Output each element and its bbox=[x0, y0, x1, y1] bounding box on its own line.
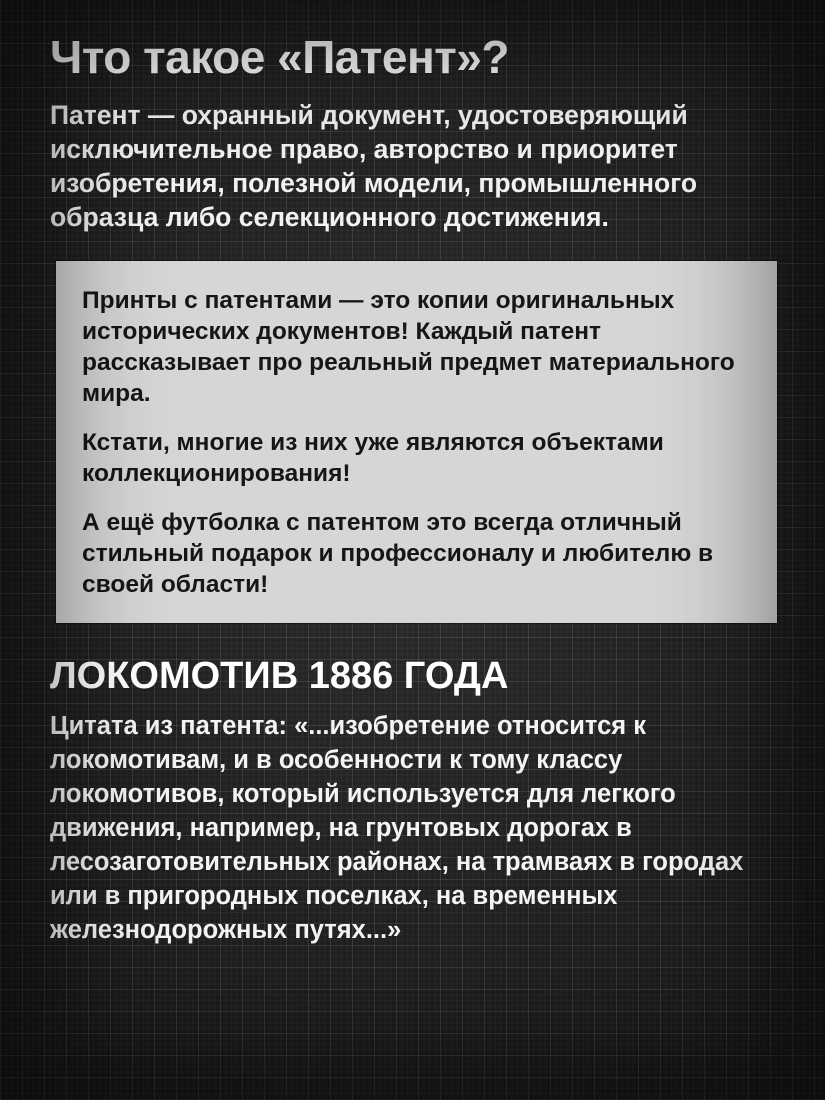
callout-paragraph-3: А ещё футболка с патентом это всегда отличный стильный подарок и профессионалу и любителю в своей области! bbox=[82, 509, 714, 599]
callout-paragraph-1: Принты с патентами — это копии оригинальных исторических документов! Каждый патент рассказывает про реальный предмет материального мира. bbox=[82, 286, 735, 407]
callout-paragraph-2: Кстати, многие из них уже являются объектами коллекционирования! bbox=[82, 428, 664, 488]
callout-box bbox=[56, 261, 777, 623]
patent-quote: Цитата из патента: «...изобретение относится к локомотивам, и в особенности к тому классу локомотивов, который используется для легкого движения, например, на грунтовых дорогах в лесозаготовительных районах, на трамваях в городах или в пригородных поселках, на временных железнодорожных путях...» bbox=[50, 712, 744, 944]
section-title: ЛОКОМОТИВ 1886 ГОДА bbox=[50, 654, 509, 697]
page-title: Что такое «Патент»? bbox=[50, 31, 509, 83]
intro-paragraph: Патент — охранный документ, удостоверяющий исключительное право, авторство и приоритет изобретения, полезной модели, промышленного образца либо селекционного достижения. bbox=[50, 99, 698, 232]
